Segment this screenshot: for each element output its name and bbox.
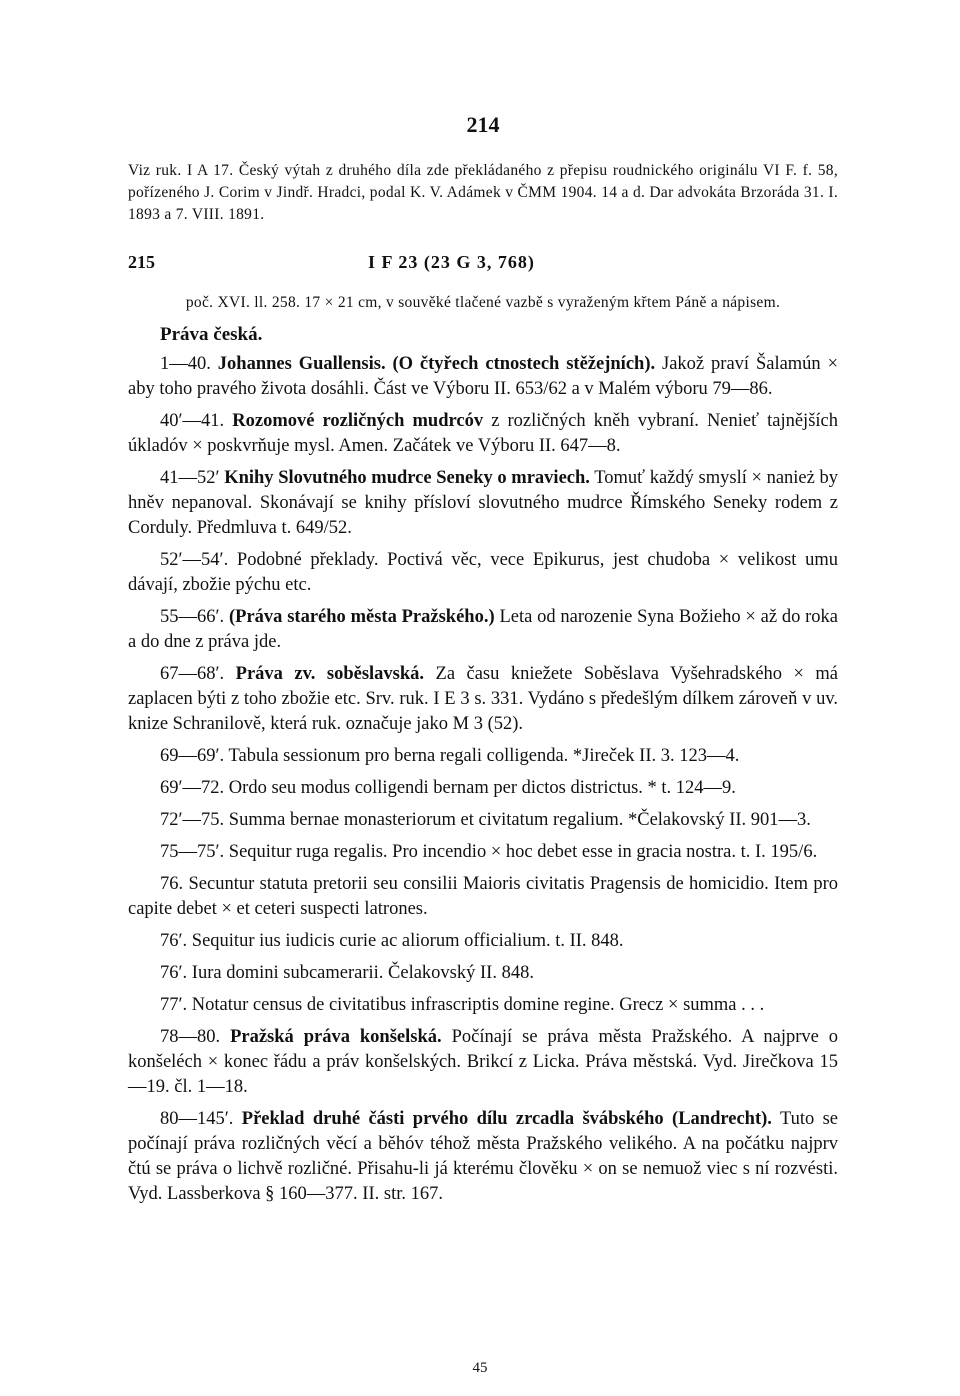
item-list: [128, 352, 838, 1207]
list-item: [128, 993, 838, 1018]
item-ref: 40′—41.: [160, 411, 225, 431]
item-ref: 77′.: [160, 995, 188, 1015]
item-ref: 69—69′.: [160, 746, 225, 766]
list-item: [128, 808, 838, 833]
list-item: [128, 466, 838, 541]
item-ref: 55—66′.: [160, 607, 225, 627]
item-text: z rozličných kněh vybraní. Nenieť tajnějších úkladóv × poskvrňuje mysl. Amen. Začátek ve Výboru II. 647—8.: [128, 411, 838, 456]
item-ref: 76′.: [160, 963, 188, 983]
item-ref: 69′—72.: [160, 778, 225, 798]
list-item: [128, 776, 838, 801]
item-title: (Práva starého města Pražského.): [228, 607, 495, 627]
list-item: [128, 662, 838, 737]
list-item: [128, 409, 838, 459]
list-item: [128, 929, 838, 954]
entry-number: 215: [128, 252, 155, 272]
list-item: [128, 840, 838, 865]
item-text: Tabula sessionum pro berna regali colligenda. *Jireček II. 3. 123—4.: [228, 746, 740, 766]
item-text: Sequitur ruga regalis. Pro incendio × hoc debet esse in gracia nostra. t. I. 195/6.: [228, 842, 818, 862]
list-item: [128, 352, 838, 402]
section-title: Práva česká.: [160, 324, 263, 345]
item-ref: 1—40.: [160, 354, 211, 374]
list-item: [128, 1025, 838, 1100]
item-ref: 80—145′.: [160, 1109, 234, 1129]
item-ref: 41—52′: [160, 468, 220, 488]
item-ref: 76.: [160, 874, 184, 894]
item-title: Práva zv. soběslavská.: [235, 664, 425, 684]
item-text: Tuto se počínají práva rozličných věcí a běhóv téhož města Pražského velikého. A na počátku najprv čtú se práva o lichvě rozličné. Přisahu-li já kterému člověku × on se nemuož viec s ní rozvésti. Vyd. Lassberkova § 160—377. II. str. 167.: [128, 1109, 838, 1204]
item-text: Počínají se práva města Pražského. A najprve o konšeléch × konec řádu a práv konšelských. Brikcí z Licka. Práva městská. Vyd. Jirečkova 15—19. čl. 1—18.: [128, 1027, 839, 1097]
item-ref: 78—80.: [160, 1027, 221, 1047]
item-text: Za času kniežete Soběslava Vyšehradského × má zaplacen býti z toho zbožie etc. Srv. ruk. I E 3 s. 331. Vydáno s předešlým dílkem zároveň v uv. knize Schranilově, která ruk. označuje jako M 3 (52).: [128, 664, 839, 734]
item-title: Johannes Guallensis. (O čtyřech ctnostech stěžejních).: [217, 354, 656, 374]
entry-signature: I F 23 (23 G 3, 768): [368, 252, 535, 272]
item-title: Rozomové rozličných mudrcóv: [232, 411, 484, 431]
item-text: Summa bernae monasteriorum et civitatum regalium. *Čelakovský II. 901—3.: [228, 810, 811, 830]
item-title: Překlad druhé části prvého dílu zrcadla švábského (Landrecht).: [241, 1109, 772, 1129]
item-title: Pražská práva konšelská.: [230, 1027, 442, 1047]
list-item: [128, 605, 838, 655]
item-text: Iura domini subcamerarii. Čelakovský II. 848.: [191, 963, 534, 983]
entry-heading: [128, 252, 838, 282]
item-text: Jakož praví Šalamún × aby toho pravého života dosáhli. Část ve Výboru II. 653/62 a v Malém výboru 79—86.: [128, 354, 839, 399]
item-ref: 76′.: [160, 931, 188, 951]
item-ref: 52′—54′.: [160, 550, 229, 570]
list-item: [128, 872, 838, 922]
document-page: [128, 112, 838, 1207]
item-title: Knihy Slovutného mudrce Seneky o mraviech.: [224, 468, 590, 488]
item-text: Ordo seu modus colligendi bernam per dictos districtus. * t. 124—9.: [228, 778, 736, 798]
list-item: [128, 961, 838, 986]
item-text: Notatur census de civitatibus infrascriptis domine regine. Grecz × summa . . .: [191, 995, 765, 1015]
page-number: 214: [466, 112, 500, 137]
item-text: Leta od narozenie Syna Božieho × až do roka a do dne z práva jde.: [128, 607, 839, 652]
item-text: Tomuť každý smyslí × nanież by hněv nepanoval. Skonávají se knihy přísloví slovutného mudrce Římského Seneky rodem z Corduly. Předmluva t. 649/52.: [128, 468, 839, 538]
item-text: Secuntur statuta pretorii seu consilii Maioris civitatis Pragensis de homicidio. Item pro capite debet × et ceteri suspecti latrones.: [128, 874, 839, 919]
folio-number: 45: [472, 1360, 488, 1376]
list-item: [128, 1107, 838, 1207]
list-item: [128, 548, 838, 598]
intro-note: Viz ruk. I A 17. Český výtah z druhého díla zde překládaného z přepisu roudnického originálu VI F. f. 58, pořízeného J. Corim v Jindř. Hradci, podal K. V. Adámek v ČMM 1904. 14 a d. Dar advokáta Brzoráda 31. I. 1893 a 7. VIII. 1891.: [128, 162, 838, 223]
item-text: Podobné překlady. Poctivá věc, vece Epikurus, jest chudoba × velikost umu dávají, zbožie pýchu etc.: [128, 550, 838, 595]
item-ref: 67—68′.: [160, 664, 225, 684]
item-ref: 72′—75.: [160, 810, 225, 830]
item-text: Sequitur ius iudicis curie ac aliorum officialium. t. II. 848.: [191, 931, 624, 951]
entry-description: poč. XVI. ll. 258. 17 × 21 cm, v souvěké tlačené vazbě s vyraženým křtem Páně a nápisem.: [185, 294, 781, 311]
list-item: [128, 744, 838, 769]
item-ref: 75—75′.: [160, 842, 225, 862]
